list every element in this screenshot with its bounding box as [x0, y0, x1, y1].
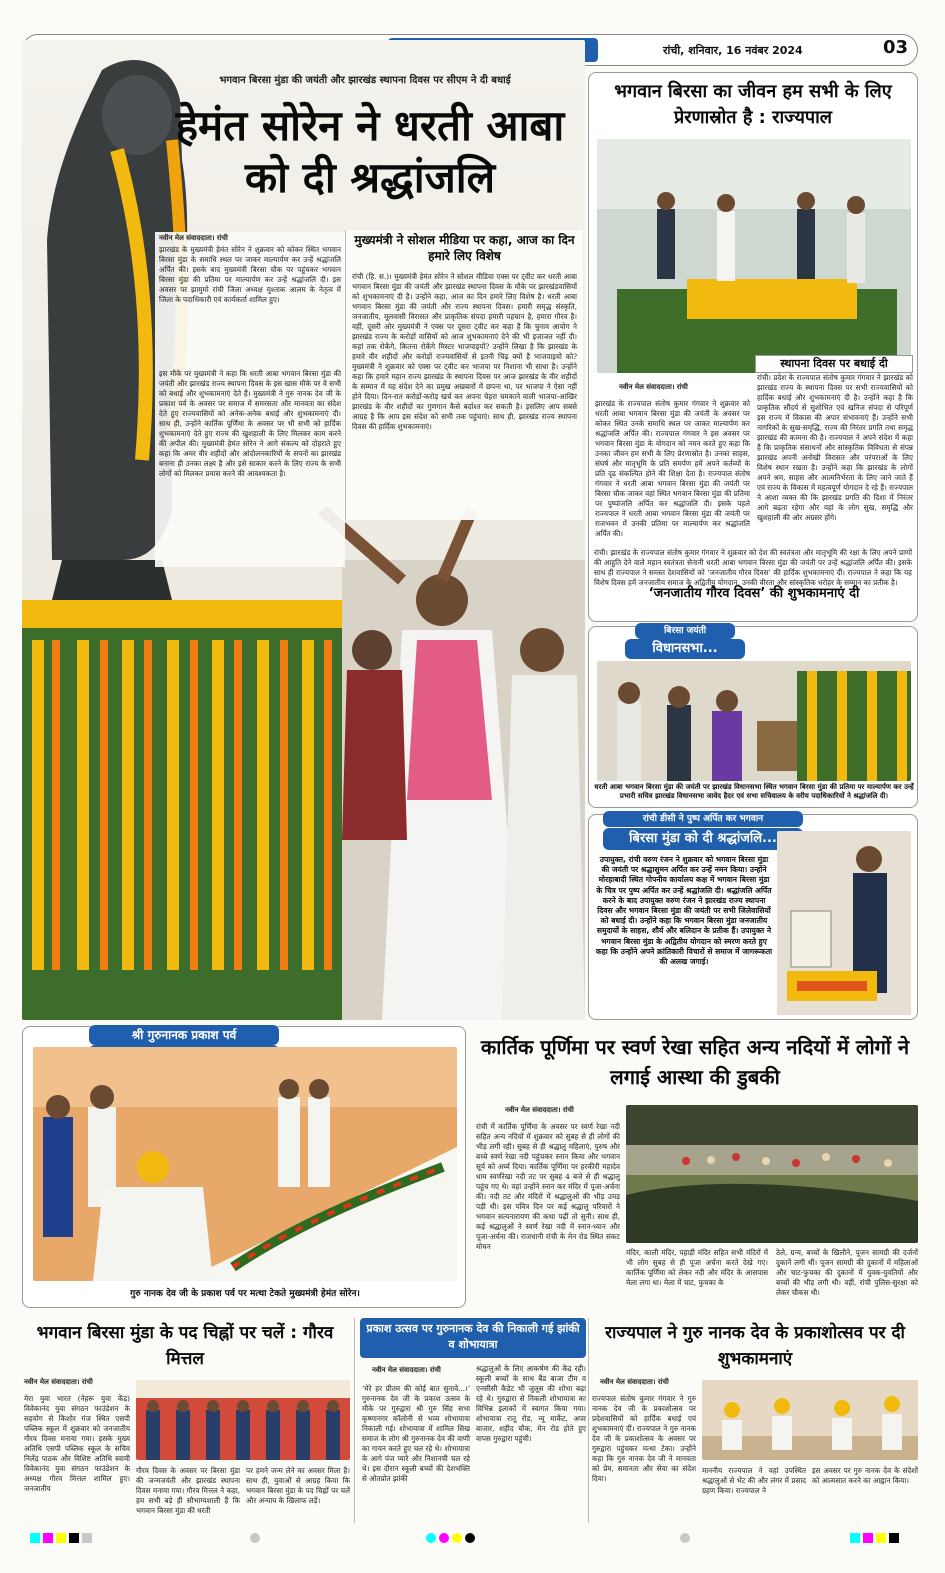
registration-circle-left [250, 1528, 263, 1547]
gurunanak-box [22, 1026, 466, 1308]
dc-photo [777, 831, 911, 1015]
mittal-byline: नवीन मेल संवाददाता। रांची [24, 1378, 93, 1386]
kartik-photo [626, 1105, 918, 1243]
prakash-headline-bar [360, 1318, 586, 1358]
governor-box [588, 72, 918, 622]
prakash-headline: प्रकाश उत्सव पर गुरुनानक देव की निकाली गई झांकी व शोभायात्रा [366, 1322, 580, 1351]
registration-marks-center [426, 1528, 478, 1547]
dc-tag-1: रांची डीसी ने पुष्प अर्पित कर भगवान [603, 811, 803, 827]
vidhansabha-caption: धरती आबा भगवान बिरसा मुंडा की जयंती पर झारखंड विधानसभा स्थित भगवान बिरसा मुंडा की प्रतिमा पर माल्यार्पण कर उन्हें प्रभारी सचिव झारखंड विधानसभा जावेद हैदर एवं सभा सचिवालय के वरीय पदाधिकारियों ने श्रद्धांजलि दी। [594, 783, 914, 800]
mittal-body-1: मेरा युवा भारत (नेहरू युवा केंद्र) विवेकानंद युवा संगठन फाउंडेशन के सहयोग से किशोर गंज स्थित एसपी पब्लिक स्कूल में शुक्रवार को जनजातीय गौरव दिवस मनाया गया। इसके मुख्य अतिथि एसपी पब्लिक स्कूल के सचिव निलेंद्र पाठक और विशिष्ट अतिथि स्वामी विवेकानंद युवा संगठन फाउंडेशन के अध्यक्ष गौरव मित्तल शामिल हुए। जनजातीय [24, 1394, 130, 1493]
cm-sidebar [345, 230, 583, 520]
kartik-body-1: रांची में कार्तिक पूर्णिमा के अवसर पर स्वर्ण रेखा नदी सहित अन्य नदियों में शुक्रवार को सुबह से ही लोगों की भीड़ लगी रही। सुबह से ही श्रद्धालु महिलाएं, पुरुष और बच्चे स्वर्ण रेखा नदी पहुंचकर स्नान किया और भगवान सूर्य को अर्घ्य दिया। कार्तिक पूर्णिमा पर हरकीरी महादेव धाम स्वर्णरेखा नदी तट पर सुबह 4 बजे से ही श्रद्धालु पहुंच गए थे। वहां उन्होंने स्नान कर मंदिर में पूजा-अर्चना की। नदी तट और मंदिरों में श्रद्धालुओं की भीड़ उमड़ पड़ी थी। इस पवित्र दिन पर कई श्रद्धालु परिवारों ने भगवान सत्यनारायण की कथा पढ़ीं तो सुनी। साथ ही, कई श्रद्धालुओं ने स्वर्ण रेखा नदी में स्नान-ध्यान और पूजा-अर्चना की। राजधानी रांची के मेन रोड स्थित संकट मोचन [476, 1122, 620, 1251]
prakash-body-1: ‘मेरे हर प्रीतम की कोई बात सुनावे...।’ गुरुनानक देव जी के प्रकाश उत्सव के मौके पर गुरुद्वारा श्री गुरु सिंह सभा कृष्णानगर कॉलोनी से भव्य शोभायात्रा निकाली गई। शोभायात्रा में शामिल सिख समाज के लोग श्री गुरुनानक देव की वाणी का गायन करते हुए चल रहे थे। शोभायात्रा के आगे पंज प्यारे और निशानची चल रहे थे। इस दौरान स्कूली बच्चों की देशभक्ति से ओतप्रोत झांकी [362, 1384, 470, 1483]
dateline: रांची, शनिवार, 16 नवंबर 2024 [663, 44, 803, 57]
govnanak-byline: नवीन मेल संवाददाता। रांची [600, 1378, 669, 1386]
kartik-byline: नवीन मेल संवाददाता। रांची [505, 1106, 574, 1114]
gurunanak-caption: गुरु नानक देव जी के प्रकाश पर्व पर मत्था टेकते मुख्यमंत्री हेमंत सोरेन। [130, 1289, 360, 1299]
mittal-headline: भगवान बिरसा मुंडा के पद चिह्नों पर चलें : गौरव मित्तल [36, 1323, 334, 1369]
vidhansabha-tag-1: बिरसा जयंती [635, 623, 735, 639]
gurunanak-tag-1: श्री गुरुनानक प्रकाश पर्व [89, 1025, 279, 1045]
mittal-body-3: पर हमने जन्म लेने का अवसर मिला है। साथ ही, युवाओं से आग्रह किया कि भगवान बिरसा मुंडा के पद चिह्नों पर चलें और अन्याय के खिलाफ लड़ें। [246, 1466, 350, 1505]
governor-body-1: झारखंड के राज्यपाल संतोष कुमार गंगवार ने शुक्रवार को धरती आबा भगवान बिरसा मुंडा की जयंती के अवसर पर कोकर स्थित उनके समाधि स्थल पर जाकर माल्यार्पण कर श्रद्धांजलि अर्पित की। राज्यपाल गंगवार ने इस अवसर पर भगवान बिरसा मुंडा के योगदान को नमन करते हुए कहा कि उनका जीवन हम सभी के लिए प्रेरणास्रोत है। उनका साहस, संघर्ष और मातृभूमि के प्रति समर्पण हमें अपने कर्तव्यों के प्रति दृढ़ संकल्पित होने की शिक्षा देता है। राज्यपाल संतोष गंगवार ने धरती आबा भगवान बिरसा मुंडा की जयंती पर बिरसा चौक जाकर वहां स्थित भगवान बिरसा मुंडा की प्रतिमा पर पुष्पांजलि अर्पित कर श्रद्धांजलि दी। इसके पहले राज्यपाल ने धरती आबा भगवान बिरसा मुंडा की जयंती पर राजभवन में उनकी प्रतिमा पर माल्यार्पण कर श्रद्धांजलि अर्पित की। [595, 399, 750, 538]
governor-body-2: रांची। प्रदेश के राज्यपाल संतोष कुमार गंगवार ने झारखंड को झारखंड राज्य के स्थापना दिवस पर सभी राज्यवासियों को हार्दिक बधाई और शुभकामनाएं दी है। उन्होंने कहा है कि प्राकृतिक सौंदर्य से सुशोभित एवं खनिज संपदा से परिपूर्ण इस राज्य में विकास की अपार संभावनाएं हैं। उन्होंने सभी नागरिकों के सुख-समृद्धि, राज्य की निरंतर प्रगति तथा समृद्ध झारखंड की कामना की है। राज्यपाल ने अपने संदेश में कहा है कि प्राकृतिक संसाधनों और सांस्कृतिक विविधता से संपन्न झारखंड अपनी अनोखी विरासत और परंपराओं के लिए विशेष स्थान रखता है। उन्होंने कहा कि झारखंड के लोगों अपने श्रम, साहस और आत्मनिर्भरता के लिए जाने जाते हैं एवं राज्य के विकास में महत्वपूर्ण योगदान दे रहे हैं। राज्यपाल ने आशा व्यक्त की कि झारखंड प्रगति की दिशा में निरंतर आगे बढ़ता रहेगा और यहां के लोग सुख, समृद्धि और खुशहाली की ओर अग्रसर होंगे। [757, 373, 913, 522]
governor-headline: भगवान बिरसा का जीवन हम सभी के लिए प्रेरणास्रोत है : राज्यपाल [614, 81, 892, 128]
govnanak-body-2: माननीय राज्यपाल ने वहां उपस्थित श्रद्धालुओं से भेंट की और लंगर में प्रसाद ग्रहण किया। राज्यपाल ने [702, 1466, 806, 1495]
rule-bottom-1 [354, 1318, 355, 1523]
kartik-body-2: मंदिर, काली मंदिर, पहाड़ी मंदिर सहित सभी मंदिरों में भी लोग सुबह से ही पूजा अर्चना करते देखे गए। कार्तिक पूर्णिमा को लेकर नदी और मंदिर के आसपास मेला लगा था। मेला में चाट, फुचका के [626, 1248, 768, 1287]
vidhansabha-photo [597, 661, 911, 781]
mittal-body-2: गौरव दिवस के अवसर पर बिरसा मुंडा की जन्मजयंती और झारखंड स्थापना दिवस मनाया गया। गौरव मित्तल ने कहा, हम सभी बड़े ही सौभाग्यशाली हैं कि भगवान बिरसा मुंडा की धरती [136, 1466, 240, 1515]
lead-text-block [155, 232, 345, 567]
governor-byline: नवीन मेल संवाददाता। रांची [619, 383, 688, 391]
kartik-body-3: ठेले, ग्रन्य, बच्चों के खिलौने, पूजन सामग्री की दर्जनों दुकानें लगी थीं। पूजन सामग्री की दुकानों में महिलाओं और चाट-फुचका की दुकानों में युवक-युवतियों और बच्चों की भीड़ लगी थी। वहीं, रांची पुलिस-सुरक्षा को लेकर चौकस थी। [776, 1248, 918, 1297]
registration-marks-left [30, 1528, 95, 1547]
govnanak-headline: राज्यपाल ने गुरु नानक देव के प्रकाशोत्सव पर दी शुभकामनाएं [605, 1323, 905, 1369]
rule-bottom-2 [588, 1318, 589, 1523]
governor-photo [597, 139, 911, 373]
vidhansabha-tag-2: विधानसभा... [625, 639, 745, 659]
dc-tag-2: बिरसा मुंडा को दी श्रद्धांजलि... [603, 828, 803, 850]
dc-box [588, 814, 918, 1020]
mittal-photo [136, 1380, 350, 1460]
tribal-headline: ‘जनजातीय गौरव दिवस’ की शुभकामनाएं दी [648, 586, 860, 601]
cm-sidebar-body: रांची (हि. स.)। मुख्यमंत्री हेमंत सोरेन ने सोशल मीडिया एक्स पर ट्वीट कर धरती आबा भगवान बिरसा मुंडा की जयंती और झारखंड स्थापना दिवस के मौके पर झारखंडवासियों को शुभकामनाएं दी है। उन्होंने कहा, आज का दिन हमारे लिए विशेष है। धरती आबा भगवान बिरसा मुंडा की जयंती और राज्य स्थापना दिवस। हमारी समृद्ध संस्कृति, जनजातीय, मूलवासी विरासत और प्राकृतिक संपदा हमारी पहचान है, हमारा गौरव है। वहीं, दूसरी ओर मुख्यमंत्री ने एक्स पर दूसरा ट्वीट कर कहा है कि चुनाव आयोग ने झारखंड राज्य के करोड़ों वासियों को आज शुभकामनाएं देने की भी इजाजत नहीं दी। कहां तक रोकेंगे, कितना रोकेंगे मिस्टर भाजपाइयों? उन्होंने लिखा है कि झारखंड के हमारे वीर शहीदों और करोड़ों राज्यवासियों से इतनी चिढ़ क्यों है भाजपाइयो को? मुख्यमंत्री ने शुक्रवार को एक्स पर ट्वीट कर भाजपा पर निशाना भी साधा है। उन्होंने कहा कि हमारे महान राज्य झारखंड के स्थापना दिवस पर आज झारखंड के वीर शहीदों के सम्मान में यह संदेश देने का प्रमुख अखबारों में छपना था, पर भाजपा ने ऐसा नहीं होने दिया। दिन-रात करोड़ों-करोड़ खर्च कर अपना चेहरा चमकाने वाली भाजपा-आखिर झारखंड के वीर शहीदों का गुणगान कैसे बर्दाश्त कर सकती है। इसलिए आप सबसे आग्रह है कि आप इस संदेश को सभी तक पहुंचाएं। साथ ही, झारखंड राज्य स्थापना दिवस की हार्दिक शुभकामनाएं। [352, 272, 577, 431]
lead-kicker: भगवान बिरसा मुंडा की जयंती और झारखंड स्थापना दिवस पर सीएम ने दी बधाई [219, 75, 511, 86]
lead-headline: हेमंत सोरेन ने धरती आबा को दी श्रद्धांजलि [175, 101, 565, 202]
govnanak-photo [702, 1380, 918, 1460]
governor-subheadline: स्थापना दिवस पर बधाई दी [755, 355, 913, 373]
lead-body-2: इस मौके पर मुख्यमंत्री ने कहा कि धरती आबा भगवान बिरसा मुंडा की जयंती और झारखंड राज्य स्थापना दिवस के इस खास मौके पर वे सभी को बधाई और शुभकामनाएं देते हैं। मुख्यमंत्री ने गुरु नानक देव जी के प्रकाश पर्व के अवसर पर समाज में समरसता और मानवता का संदेश देते हुए राज्यवासियों को अनेक-अनेक बधाई और शुभकामनाएं दी। साथ ही, उन्होंने कार्तिक पूर्णिमा के अवसर पर भी सभी को हार्दिक शुभकामनाएं देते हुए राज्य की खुशहाली के लिए मिलकर काम करने की अपील की। मुख्यमंत्री हेमंत सोरेन ने आगे संकल्प को दोहराते हुए कहा कि अमर वीर शहीदों और आंदोलनकारियों के सपनों का झारखंड बनाना ही उनका लक्ष्य है और इसे साकार करने के लिए राज्य के सभी लोगों को मिलकर प्रयास करने की आवश्यकता है। [159, 369, 341, 478]
lead-byline: नवीन मेल संवाददाता। रांची [159, 234, 228, 242]
lead-body-1: झारखंड के मुख्यमंत्री हेमंत सोरेन ने शुक्रवार को कोकर स्थित भगवान बिरसा मुंडा के समाधि स्थल पर जाकर माल्यार्पण कर उन्हें श्रद्धांजलि अर्पित की। इसके बाद मुख्यमंत्री बिरसा चौक पर पहुंचकर भगवान बिरसा मुंडा की प्रतिमा पर माल्यार्पण कर उन्हें श्रद्धांजलि दी। इस अवसर पर झामुमो रांची जिला अध्यक्ष मुश्ताक आलम के नेतृत्व में जिला के पदाधिकारी एवं कार्यकर्ता शामिल हुए। [159, 245, 341, 304]
page-number: 03 [883, 37, 909, 58]
govnanak-body-1: राज्यपाल संतोष कुमार गंगवार ने गुरु नानक देव जी के प्रकाशोत्सव पर प्रदेशवासियों को हार्दिक बधाई एवं शुभकामनाएं दीं। राज्यपाल ने गुरु नानक देव जी के प्रकाशोत्सव के अवसर पर गुरुद्वारा पहुंचकर मत्था टेका। उन्होंने कहा कि गुरु नानक देव जी ने मानवता को प्रेम, समानता और सेवा का संदेश दिया। [592, 1394, 696, 1483]
cm-sidebar-headline: मुख्यमंत्री ने सोशल मीडिया पर कहा, आज का दिन हमारे लिए विशेष [354, 233, 575, 263]
registration-marks-right [850, 1528, 902, 1547]
dc-body: उपायुक्त, रांची वरुण रंजन ने शुक्रवार को भगवान बिरसा मुंडा की जयंती पर श्रद्धासुमन अर्पित कर उन्हें नमन किया। उन्होंने मोरहाबादी स्थित गोपनीय कार्यालय कक्ष में भगवान बिरसा मुंडा के चित्र पर पुष्प अर्पित कर उन्हें श्रद्धांजलि दी। श्रद्धांजलि अर्पित करने के बाद उपायुक्त वरुण रंजन ने झारखंड राज्य स्थापना दिवस और भगवान बिरसा मुंडा की जयंती पर सभी जिलेवासियों को बधाई दी। उन्होंने कहा कि भगवान बिरसा मुंडा जनजातीय समुदायों के साहस, शौर्य और बलिदान के प्रतीक हैं। उपायुक्त ने भगवान बिरसा मुंडा के अद्वितीय योगदान को स्मरण करते हुए कहा कि उन्होंने अपने क्रांतिकारी विचारों से समाज में जागरूकता की अलख जगाई। [595, 855, 773, 967]
prakash-byline: नवीन मेल संवाददाता। रांची [372, 1366, 441, 1374]
vidhansabha-box [588, 626, 918, 808]
registration-circle-right [680, 1528, 693, 1547]
gurunanak-photo [33, 1047, 457, 1281]
govnanak-body-3: इस अवसर पर गुरु नानक देव के संदेशों को आत्मसात करने का आह्वान किया। [812, 1466, 918, 1485]
kartik-headline: कार्तिक पूर्णिमा पर स्वर्ण रेखा सहित अन्य नदियों में लोगों ने लगाई आस्था की डुबकी [480, 1035, 910, 1089]
tribal-body: रांची। झारखंड के राज्यपाल संतोष कुमार गंगवार ने शुक्रवार को देश की स्वतंत्रता और मातृभूमि की रक्षा के लिए अपने प्राणों की आहुति देने वाले महान स्वतंत्रता सेनानी धरती आबा भगवान बिरसा मुंडा की जयंती पर उन्हें श्रद्धांजलि अर्पित की। इसके साथ ही राज्यपाल ने समस्त देशवासियों को ‘जनजातीय गौरव दिवस’ की हार्दिक शुभकामनाएं दीं। राज्यपाल ने कहा कि यह विशेष दिवस हमें जनजातीय समाज के अद्वितीय योगदान, उनकी वीरता और सांस्कृतिक धरोहर के सम्मान का प्रतीक है। [594, 548, 912, 587]
prakash-body-2: श्रद्धालुओं के लिए आकर्षण की केंद्र रही। स्कूली बच्चों के साथ बैंड बाजा टीम व एनसीसी कैडेट भी जुलूस की शोभा बढ़ा रहे थे। गुरुद्वारा से निकली शोभायात्रा का विभिन्न इलाकों में स्वागत किया गया। शोभायात्रा रातू रोड, न्यू मार्केट, अपर बाजार, शहीद चौक, मेन रोड होते हुए वापस गुरुद्वारा पहुंची। [476, 1364, 586, 1443]
